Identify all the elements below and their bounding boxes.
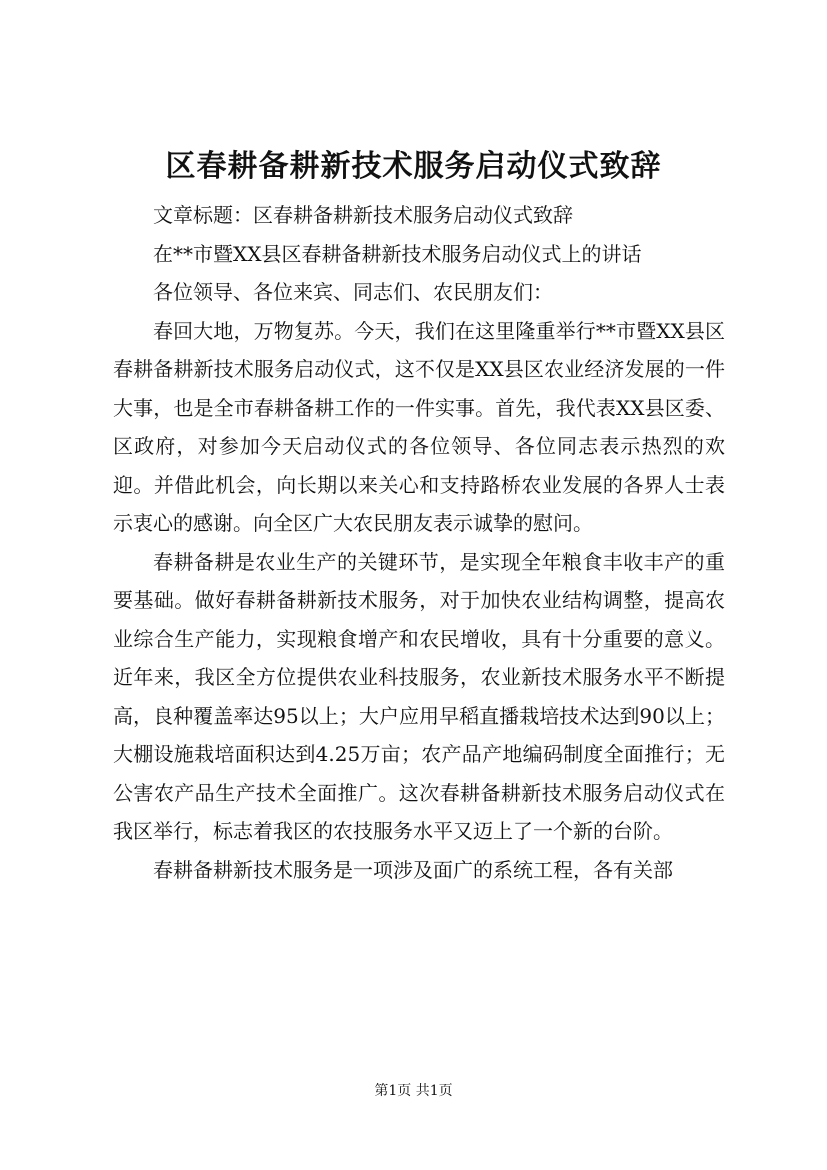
paragraph-system-project: 春耕备耕新技术服务是一项涉及面广的系统工程，各有关部: [153, 857, 673, 882]
paragraph-importance: 春耕备耕是农业生产的关键环节，是实现全年粮食丰收丰产的重要基础。做好春耕备耕新技术服务，对于加快农业结构调整，提高农业综合生产能力，实现粮食增产和农民增收，具有十分重要的意义。近年来，我区全方位提供农业科技服务，农业新技术服务水平不断提高，良种覆盖率达95以上；大户应用早稻直播栽培技术达到90以上；大棚设施栽培面积达到4.25万亩；农产品产地编码制度全面推行；无公害农产品生产技术全面推广。这次春耕备耕新技术服务启动仪式在我区举行，标志着我区的农技服务水平又迈上了一个新的台阶。: [113, 549, 725, 843]
paragraph-salutation: 各位领导、各位来宾、同志们、农民朋友们：: [153, 280, 553, 304]
paragraph-speech-subtitle: 在**市暨XX县区春耕备耕新技术服务启动仪式上的讲话: [153, 241, 642, 266]
paragraph-article-title: 文章标题：区春耕备耕新技术服务启动仪式致辞: [153, 203, 573, 227]
document-title: 区春耕备耕新技术服务启动仪式致辞: [165, 149, 662, 184]
page-number-footer: 第1页 共1页: [374, 1083, 453, 1099]
paragraph-opening: 春回大地，万物复苏。今天，我们在这里隆重举行**市暨XX县区春耕备耕新技术服务启动仪式，这不仅是XX县区农业经济发展的一件大事，也是全市春耕备耕工作的一件实事。首先，我代表XX县区委、区政府，对参加今天启动仪式的各位领导、各位同志表示热烈的欢迎。并借此机会，向长期以来关心和支持路桥农业发展的各界人士表示衷心的感谢。向全区广大农民朋友表示诚挚的慰问。: [113, 318, 725, 535]
document-body: [113, 196, 725, 889]
